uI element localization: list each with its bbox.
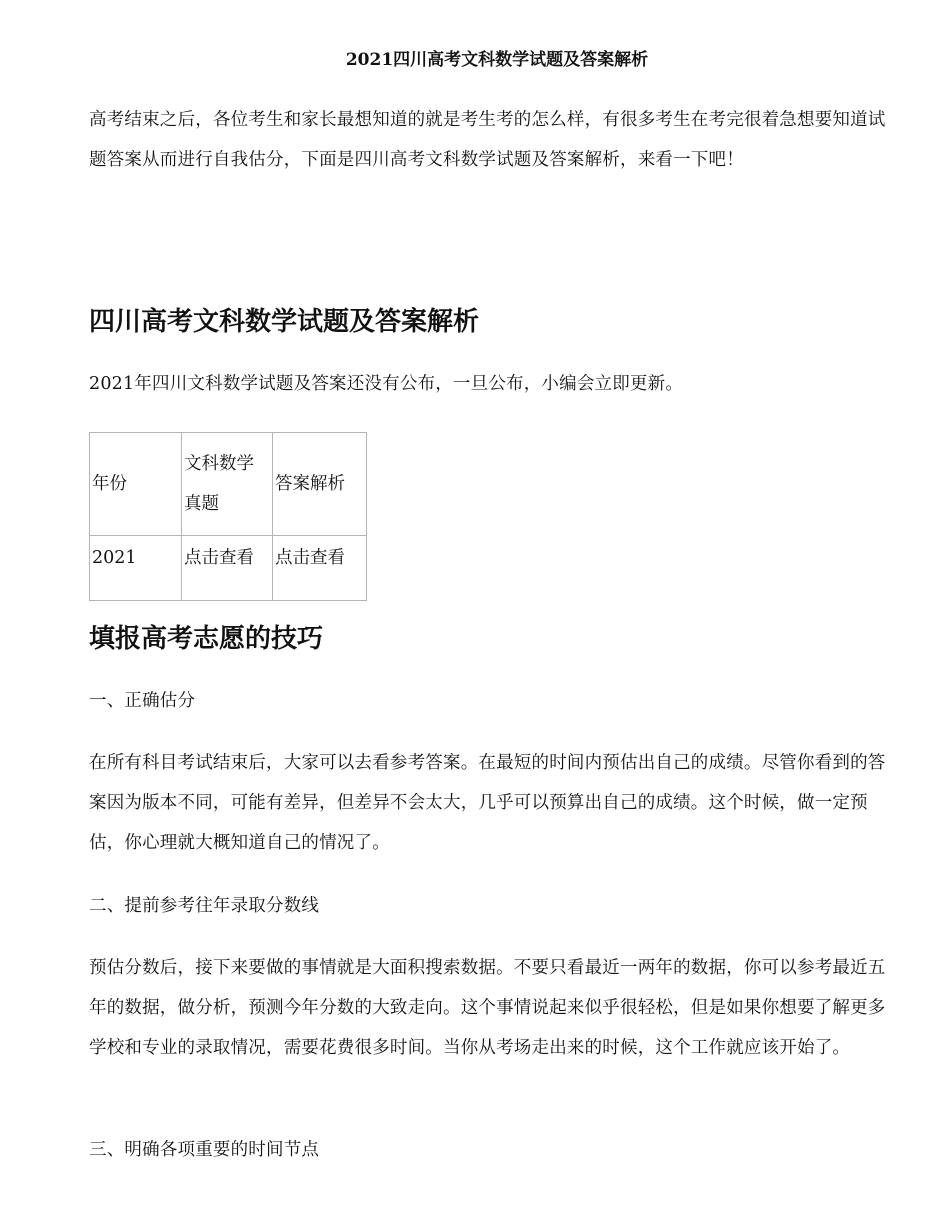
table-header-row	[90, 433, 367, 536]
tip-title-3: 三、明确各项重要的时间节点	[89, 1140, 320, 1160]
tip-body-1: 在所有科目考试结束后，大家可以去看参考答案。在最短的时间内预估出自己的成绩。尽管你看到的答案因为版本不同，可能有差异，但差异不会太大，几乎可以预算出自己的成绩。这个时候，做一定预估，你心理就大概知道自己的情况了。	[89, 753, 886, 853]
section-heading-exam-answers: 四川高考文科数学试题及答案解析	[89, 307, 480, 337]
table-row	[90, 536, 367, 601]
table-cell-year: 2021	[90, 536, 182, 601]
document-title: 2021四川高考文科数学试题及答案解析	[345, 50, 649, 70]
tip-body-2: 预估分数后，接下来要做的事情就是大面积搜索数据。不要只看最近一两年的数据，你可以参考最近五年的数据，做分析，预测今年分数的大致走向。这个事情说起来似乎很轻松，但是如果你想要了解更多学校和专业的录取情况，需要花费很多时间。当你从考场走出来的时候，这个工作就应该开始了。	[89, 958, 886, 1058]
notice-paragraph: 2021年四川文科数学试题及答案还没有公布，一旦公布，小编会立即更新。	[89, 374, 684, 394]
table-header-cell: 文科数学真题	[182, 433, 273, 536]
section-heading-application-tips: 填报高考志愿的技巧	[89, 624, 324, 654]
tip-title-2: 二、提前参考往年录取分数线	[89, 896, 320, 916]
view-exam-link[interactable]: 点击查看	[182, 536, 273, 601]
intro-paragraph: 高考结束之后，各位考生和家长最想知道的就是考生考的怎么样，有很多考生在考完很着急想要知道试题答案从而进行自我估分，下面是四川高考文科数学试题及答案解析，来看一下吧！	[89, 110, 886, 170]
tip-title-1: 一、正确估分	[89, 691, 196, 711]
table-header-cell: 答案解析	[273, 433, 367, 536]
table-header-cell: 年份	[90, 433, 182, 536]
view-answer-link[interactable]: 点击查看	[273, 536, 367, 601]
exam-table	[89, 432, 367, 601]
